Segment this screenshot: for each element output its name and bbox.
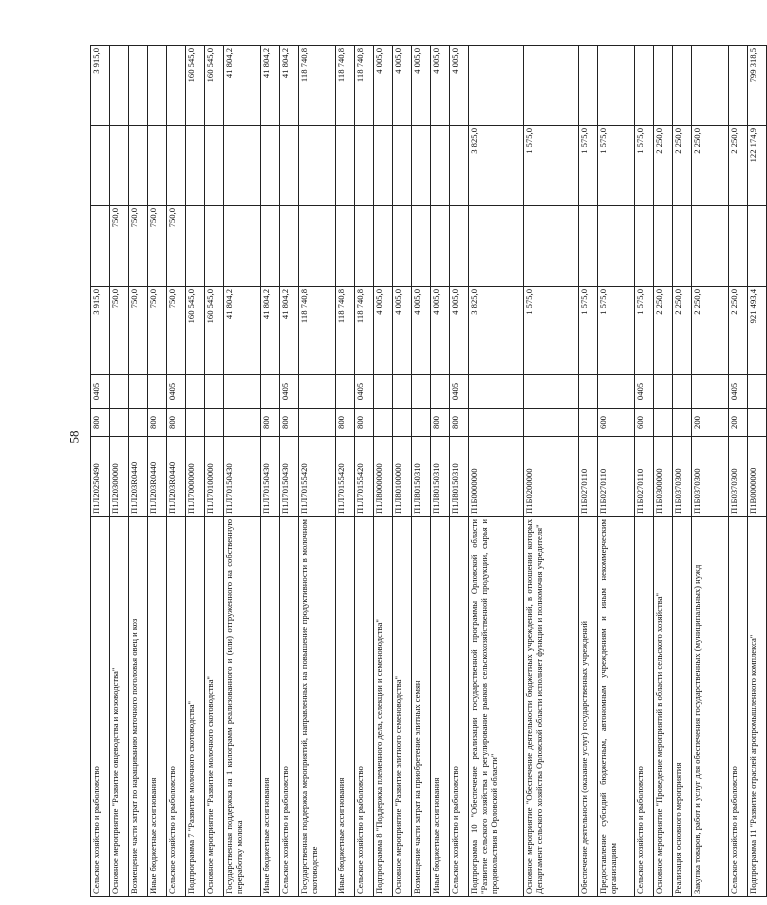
table-row [148, 46, 167, 897]
row-code: П1Л70155420 [355, 437, 374, 517]
table-row [524, 46, 579, 897]
row-name: Сельское хозяйство и рыболовство [91, 517, 110, 897]
row-total: 3 915,0 [91, 287, 110, 375]
row-name: Основное мероприятие "Развитие овцеводства и козоводства" [110, 517, 129, 897]
row-amount-2 [299, 206, 336, 287]
row-vr [673, 409, 692, 437]
row-rzpr [393, 375, 412, 409]
table-row [374, 46, 393, 897]
row-total: 1 575,0 [635, 287, 654, 375]
row-amount-2: 750,0 [167, 206, 186, 287]
row-name: Предоставление субсидий бюджетным, автономным учреждениям и иным некоммерческим организациям [598, 517, 635, 897]
row-name: Основное мероприятие "Обеспечение деятельности бюджетных учреждений, в отношении которых Департамент сельского хозяйства Орловской области исполняет функции и полномочия учредителя" [524, 517, 579, 897]
row-name: Сельское хозяйство и рыболовство [450, 517, 469, 897]
row-amount-3: 2 250,0 [729, 126, 748, 206]
row-rzpr [579, 375, 598, 409]
row-amount-2 [261, 206, 280, 287]
row-amount-3 [110, 126, 129, 206]
row-name: Основное мероприятие "Развитие элитного семеноводства" [393, 517, 412, 897]
row-rzpr: 0405 [91, 375, 110, 409]
row-amount-4 [167, 46, 186, 126]
table-row [673, 46, 692, 897]
row-name: Сельское хозяйство и рыболовство [729, 517, 748, 897]
row-total: 4 005,0 [374, 287, 393, 375]
table-row [167, 46, 186, 897]
row-vr [524, 409, 579, 437]
row-vr [469, 409, 524, 437]
row-amount-4 [598, 46, 635, 126]
table-row [280, 46, 299, 897]
table-row [129, 46, 148, 897]
row-amount-2 [729, 206, 748, 287]
row-amount-4: 41 804,2 [224, 46, 261, 126]
row-vr [110, 409, 129, 437]
row-vr [412, 409, 431, 437]
row-code: П1Б0370300 [729, 437, 748, 517]
row-amount-2 [374, 206, 393, 287]
row-name: Реализация основного мероприятия [673, 517, 692, 897]
row-amount-4: 3 915,0 [91, 46, 110, 126]
row-vr [654, 409, 673, 437]
row-amount-4 [635, 46, 654, 126]
row-vr: 800 [91, 409, 110, 437]
row-amount-2 [205, 206, 224, 287]
table-row [261, 46, 280, 897]
row-amount-2 [692, 206, 729, 287]
row-amount-4 [524, 46, 579, 126]
row-amount-3 [280, 126, 299, 206]
row-rzpr [654, 375, 673, 409]
row-code: П1Б0200000 [524, 437, 579, 517]
row-name: Подпрограмма 8 "Поддержка племенного дела, селекции и семеноводства" [374, 517, 393, 897]
row-total: 1 575,0 [598, 287, 635, 375]
row-total: 4 005,0 [412, 287, 431, 375]
row-amount-2 [393, 206, 412, 287]
row-amount-3 [91, 126, 110, 206]
row-amount-3 [355, 126, 374, 206]
row-amount-4: 4 005,0 [393, 46, 412, 126]
row-total: 2 250,0 [673, 287, 692, 375]
row-vr: 800 [148, 409, 167, 437]
row-amount-4 [729, 46, 748, 126]
row-amount-4: 118 740,8 [299, 46, 336, 126]
row-rzpr [748, 375, 767, 409]
row-name: Основное мероприятие "Проведение мероприятий в области сельского хозяйства" [654, 517, 673, 897]
table-row [186, 46, 205, 897]
row-vr [374, 409, 393, 437]
row-total: 41 804,2 [224, 287, 261, 375]
row-amount-3: 3 825,0 [469, 126, 524, 206]
row-total: 1 575,0 [524, 287, 579, 375]
row-vr [299, 409, 336, 437]
row-amount-4: 160 545,0 [205, 46, 224, 126]
row-vr [579, 409, 598, 437]
row-vr: 800 [450, 409, 469, 437]
budget-table [90, 45, 767, 897]
row-rzpr [336, 375, 355, 409]
row-rzpr [186, 375, 205, 409]
row-total: 160 545,0 [205, 287, 224, 375]
row-amount-4 [110, 46, 129, 126]
page-number: 58 [66, 430, 81, 444]
row-code: П1Л80150310 [412, 437, 431, 517]
row-rzpr: 0405 [167, 375, 186, 409]
table-row [729, 46, 748, 897]
row-amount-2: 750,0 [129, 206, 148, 287]
row-amount-2 [355, 206, 374, 287]
table-row [579, 46, 598, 897]
row-amount-4 [654, 46, 673, 126]
row-code: П1Б0370300 [692, 437, 729, 517]
row-code: П1Б0000000 [469, 437, 524, 517]
row-name: Сельское хозяйство и рыболовство [355, 517, 374, 897]
row-amount-2 [748, 206, 767, 287]
table-row [692, 46, 729, 897]
table-row [393, 46, 412, 897]
row-rzpr: 0405 [280, 375, 299, 409]
row-code: П1Л203R0440 [148, 437, 167, 517]
row-vr [205, 409, 224, 437]
row-amount-4: 118 740,8 [336, 46, 355, 126]
row-total: 750,0 [110, 287, 129, 375]
row-amount-2 [450, 206, 469, 287]
row-amount-4 [673, 46, 692, 126]
rotated-page-area [90, 46, 758, 897]
row-rzpr [598, 375, 635, 409]
row-amount-4 [692, 46, 729, 126]
row-name: Возмещение части затрат по наращиванию маточного поголовья овец и коз [129, 517, 148, 897]
row-amount-4 [579, 46, 598, 126]
row-code: П1Л70150430 [224, 437, 261, 517]
row-amount-3: 2 250,0 [692, 126, 729, 206]
row-amount-3: 122 174,9 [748, 126, 767, 206]
row-amount-2 [412, 206, 431, 287]
row-code: П1В0000000 [748, 437, 767, 517]
row-amount-4: 4 005,0 [374, 46, 393, 126]
row-amount-2 [635, 206, 654, 287]
row-amount-4: 4 005,0 [431, 46, 450, 126]
row-amount-3 [431, 126, 450, 206]
row-amount-2: 750,0 [148, 206, 167, 287]
table-row [654, 46, 673, 897]
row-amount-3 [393, 126, 412, 206]
row-total: 41 804,2 [280, 287, 299, 375]
row-rzpr [110, 375, 129, 409]
row-total: 118 740,8 [299, 287, 336, 375]
row-amount-3 [129, 126, 148, 206]
row-code: П1Л70100000 [205, 437, 224, 517]
row-rzpr: 0405 [355, 375, 374, 409]
row-rzpr: 0405 [729, 375, 748, 409]
row-name: Закупка товаров, работ и услуг для обеспечения государственных (муниципальных) нужд [692, 517, 729, 897]
row-name: Подпрограмма 10 "Обеспечение реализации государственной программы Орловской области "Развитие сельского хозяйства и регулирование рынков сельскохозяйственной продукции, сырья и продовольствия в Орловской области" [469, 517, 524, 897]
row-amount-2: 750,0 [110, 206, 129, 287]
row-vr: 800 [336, 409, 355, 437]
row-amount-3: 1 575,0 [579, 126, 598, 206]
row-amount-4 [469, 46, 524, 126]
row-code: П1Б0270110 [598, 437, 635, 517]
table-row [450, 46, 469, 897]
row-total: 921 493,4 [748, 287, 767, 375]
row-total: 2 250,0 [729, 287, 748, 375]
table-row [469, 46, 524, 897]
table-row [355, 46, 374, 897]
row-total: 2 250,0 [692, 287, 729, 375]
row-amount-3: 2 250,0 [673, 126, 692, 206]
row-name: Сельское хозяйство и рыболовство [280, 517, 299, 897]
row-amount-3: 2 250,0 [654, 126, 673, 206]
row-vr [224, 409, 261, 437]
table-row [205, 46, 224, 897]
row-total: 750,0 [167, 287, 186, 375]
table-row [635, 46, 654, 897]
row-code: П1Л70155420 [299, 437, 336, 517]
table-row [224, 46, 261, 897]
table-row [431, 46, 450, 897]
row-name: Возмещение части затрат на приобретение элитных семян [412, 517, 431, 897]
row-total: 4 005,0 [393, 287, 412, 375]
row-name: Сельское хозяйство и рыболовство [635, 517, 654, 897]
row-name: Подпрограмма 7 "Развитие молочного скотоводства" [186, 517, 205, 897]
row-name: Основное мероприятие "Развитие молочного скотоводства" [205, 517, 224, 897]
row-name: Сельское хозяйство и рыболовство [167, 517, 186, 897]
row-code: П1Б0270110 [579, 437, 598, 517]
row-amount-3 [167, 126, 186, 206]
row-code: П1Б0300000 [654, 437, 673, 517]
row-amount-3: 1 575,0 [524, 126, 579, 206]
row-amount-3 [261, 126, 280, 206]
row-total: 118 740,8 [355, 287, 374, 375]
row-amount-2 [280, 206, 299, 287]
table-row [336, 46, 355, 897]
row-name: Иные бюджетные ассигнования [336, 517, 355, 897]
row-total: 2 250,0 [654, 287, 673, 375]
row-name: Государственная поддержка мероприятий, направленных на повышение продуктивности в молочном скотоводстве [299, 517, 336, 897]
row-amount-3: 1 575,0 [598, 126, 635, 206]
table-frame [90, 46, 758, 897]
row-vr [129, 409, 148, 437]
row-vr: 800 [167, 409, 186, 437]
row-amount-2 [336, 206, 355, 287]
row-name: Иные бюджетные ассигнования [431, 517, 450, 897]
row-name: Иные бюджетные ассигнования [148, 517, 167, 897]
row-code: П1Л70155420 [336, 437, 355, 517]
row-rzpr [673, 375, 692, 409]
row-vr: 200 [729, 409, 748, 437]
row-amount-3 [336, 126, 355, 206]
row-rzpr: 0405 [450, 375, 469, 409]
row-code: П1Л70150430 [280, 437, 299, 517]
row-rzpr [412, 375, 431, 409]
row-rzpr [299, 375, 336, 409]
row-rzpr [524, 375, 579, 409]
row-amount-3 [186, 126, 205, 206]
row-rzpr [261, 375, 280, 409]
row-total: 3 825,0 [469, 287, 524, 375]
row-rzpr [374, 375, 393, 409]
row-code: П1Л80100000 [393, 437, 412, 517]
row-amount-3 [374, 126, 393, 206]
row-amount-2 [224, 206, 261, 287]
row-rzpr [469, 375, 524, 409]
row-amount-3 [224, 126, 261, 206]
row-total: 41 804,2 [261, 287, 280, 375]
row-amount-2 [598, 206, 635, 287]
row-code: П1Л20250490 [91, 437, 110, 517]
row-amount-3: 1 575,0 [635, 126, 654, 206]
row-amount-2 [654, 206, 673, 287]
row-name: Иные бюджетные ассигнования [261, 517, 280, 897]
row-code: П1Л80000000 [374, 437, 393, 517]
row-code: П1Б0370300 [673, 437, 692, 517]
row-amount-3 [299, 126, 336, 206]
row-code: П1Л80150310 [450, 437, 469, 517]
row-amount-2 [91, 206, 110, 287]
row-code: П1Л203R0440 [129, 437, 148, 517]
row-amount-4: 160 545,0 [186, 46, 205, 126]
row-amount-2 [579, 206, 598, 287]
row-rzpr [224, 375, 261, 409]
table-row [412, 46, 431, 897]
table-row [299, 46, 336, 897]
row-name: Подпрограмма 11 "Развитие отраслей агропромышленного комплекса" [748, 517, 767, 897]
row-total: 750,0 [129, 287, 148, 375]
table-row [110, 46, 129, 897]
row-vr [186, 409, 205, 437]
row-code: П1Л70000000 [186, 437, 205, 517]
row-code: П1Л70150430 [261, 437, 280, 517]
row-rzpr: 0405 [635, 375, 654, 409]
row-amount-4: 4 005,0 [412, 46, 431, 126]
row-amount-2 [469, 206, 524, 287]
row-amount-3 [450, 126, 469, 206]
row-vr: 800 [431, 409, 450, 437]
row-amount-4: 4 005,0 [450, 46, 469, 126]
row-total: 1 575,0 [579, 287, 598, 375]
row-amount-4: 41 804,2 [261, 46, 280, 126]
row-amount-2 [186, 206, 205, 287]
row-vr: 600 [635, 409, 654, 437]
row-vr [393, 409, 412, 437]
row-amount-4 [148, 46, 167, 126]
row-amount-4 [129, 46, 148, 126]
row-amount-4: 118 740,8 [355, 46, 374, 126]
row-rzpr [692, 375, 729, 409]
row-name: Обеспечение деятельности (оказание услуг) государственных учреждений [579, 517, 598, 897]
row-amount-2 [524, 206, 579, 287]
row-vr [748, 409, 767, 437]
table-row [598, 46, 635, 897]
row-code: П1Л80150310 [431, 437, 450, 517]
row-amount-4: 41 804,2 [280, 46, 299, 126]
row-amount-3 [205, 126, 224, 206]
row-amount-2 [431, 206, 450, 287]
row-vr: 800 [261, 409, 280, 437]
row-code: П1Л20300000 [110, 437, 129, 517]
row-total: 4 005,0 [431, 287, 450, 375]
row-amount-4: 799 318,5 [748, 46, 767, 126]
row-total: 118 740,8 [336, 287, 355, 375]
row-code: П1Л203R0440 [167, 437, 186, 517]
row-rzpr [431, 375, 450, 409]
row-name: Государственная поддержка на 1 килограмм реализованного и (или) отгруженного на собственную переработку молока [224, 517, 261, 897]
row-rzpr [205, 375, 224, 409]
row-vr: 800 [280, 409, 299, 437]
row-amount-3 [412, 126, 431, 206]
table-row [91, 46, 110, 897]
row-vr: 800 [355, 409, 374, 437]
table-row [748, 46, 767, 897]
row-vr: 200 [692, 409, 729, 437]
row-vr: 600 [598, 409, 635, 437]
row-rzpr [148, 375, 167, 409]
row-code: П1Б0270110 [635, 437, 654, 517]
row-amount-3 [148, 126, 167, 206]
row-total: 160 545,0 [186, 287, 205, 375]
row-amount-2 [673, 206, 692, 287]
row-rzpr [129, 375, 148, 409]
row-total: 4 005,0 [450, 287, 469, 375]
row-total: 750,0 [148, 287, 167, 375]
